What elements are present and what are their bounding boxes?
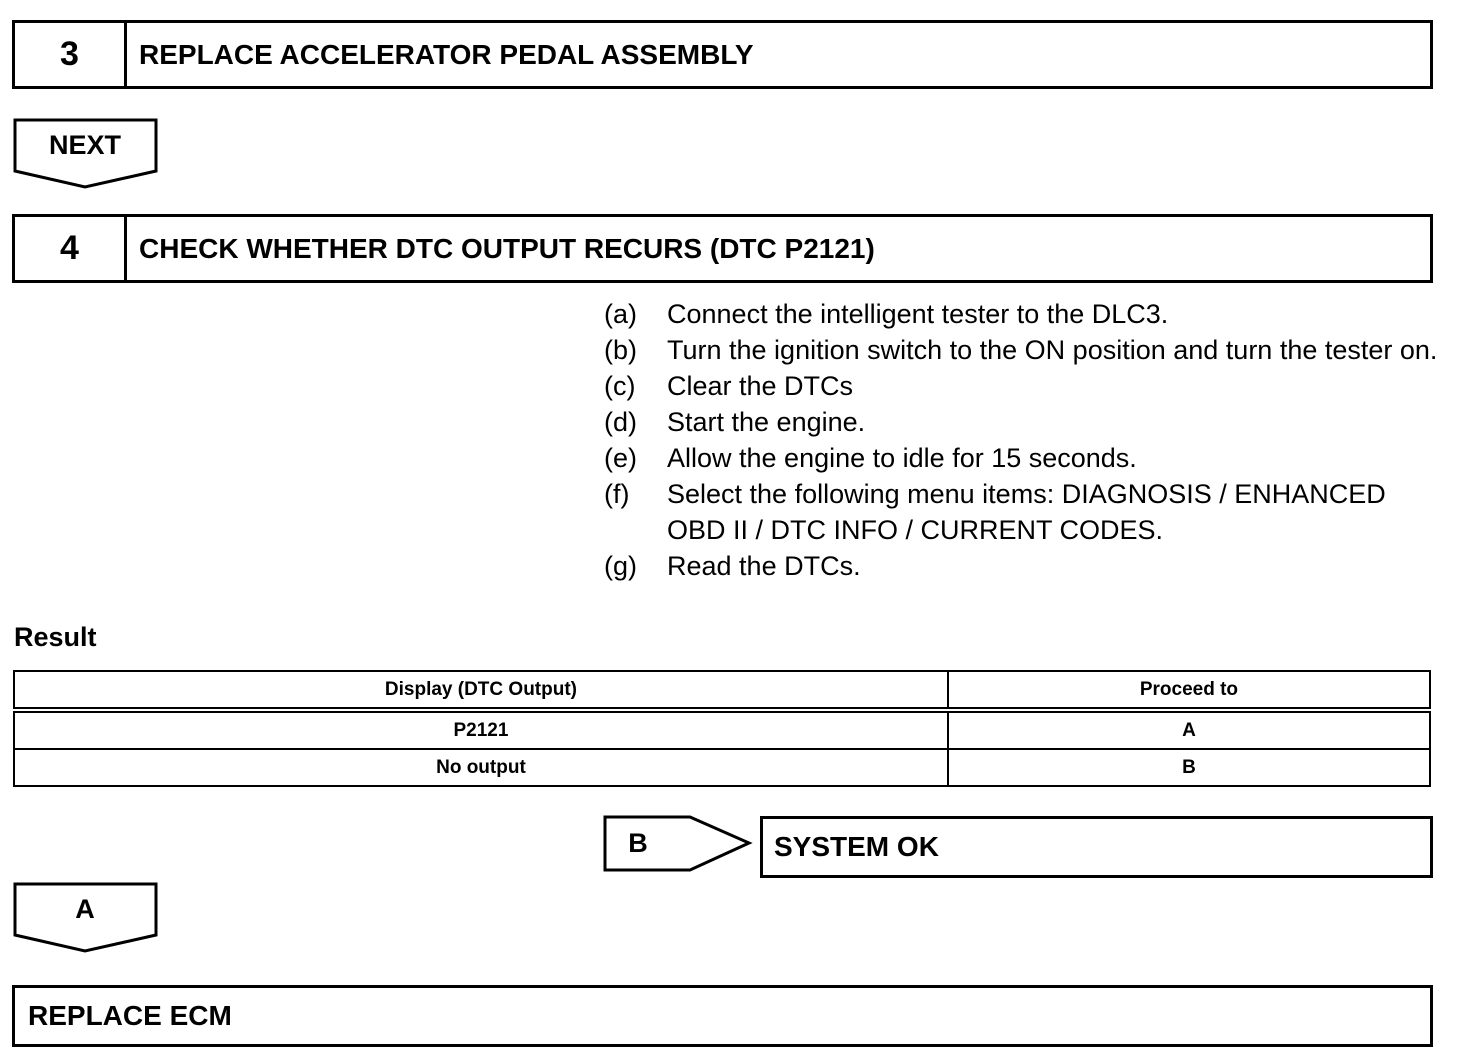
system-ok-box: SYSTEM OK: [760, 816, 1433, 878]
instruction-key: (d): [604, 407, 637, 437]
result-table: [13, 670, 1431, 787]
instruction-text: Turn the ignition switch to the ON position and turn the tester on.: [667, 335, 1438, 365]
instruction-item: [604, 548, 1444, 584]
table-row: [14, 710, 1430, 749]
table-cell: P2121: [14, 710, 948, 749]
step-3-header: [12, 20, 1433, 89]
instruction-key: (c): [604, 371, 636, 401]
branch-b-label: B: [628, 828, 648, 858]
instruction-text: Clear the DTCs: [667, 371, 854, 401]
instruction-item: [604, 476, 1444, 548]
table-cell: B: [948, 749, 1430, 786]
column-header-proceed: Proceed to: [948, 671, 1430, 710]
branch-b-arrow: [603, 815, 753, 873]
instruction-item: [604, 296, 1444, 332]
instruction-item: [604, 368, 1444, 404]
step-4-header: [12, 214, 1433, 283]
instruction-text: Select the following menu items: DIAGNOSIS / ENHANCED OBD II / DTC INFO / CURRENT CODES.: [667, 479, 1386, 545]
column-header-display: Display (DTC Output): [14, 671, 948, 710]
instruction-key: (f): [604, 479, 630, 509]
instruction-key: (g): [604, 551, 637, 581]
step-title: CHECK WHETHER DTC OUTPUT RECURS (DTC P2121): [139, 232, 875, 264]
step-number: 3: [15, 23, 127, 86]
step-title: REPLACE ACCELERATOR PEDAL ASSEMBLY: [139, 38, 754, 70]
instruction-text: Connect the intelligent tester to the DLC3.: [667, 299, 1169, 329]
instruction-key: (b): [604, 335, 637, 365]
instruction-item: [604, 440, 1444, 476]
branch-a-label: A: [75, 894, 95, 924]
table-header-row: [14, 671, 1430, 710]
instruction-text: Read the DTCs.: [667, 551, 861, 581]
instruction-text: Start the engine.: [667, 407, 866, 437]
table-row: [14, 749, 1430, 786]
table-cell: No output: [14, 749, 948, 786]
instruction-item: [604, 332, 1444, 368]
step-number: 4: [15, 217, 127, 280]
instruction-key: (a): [604, 299, 637, 329]
next-label: NEXT: [48, 130, 121, 160]
next-arrow: [13, 118, 159, 190]
instruction-key: (e): [604, 443, 637, 473]
instruction-list: [604, 296, 1444, 584]
replace-ecm-box: REPLACE ECM: [12, 985, 1433, 1047]
table-cell: A: [948, 710, 1430, 749]
result-label: Result: [14, 622, 97, 652]
instruction-text: Allow the engine to idle for 15 seconds.: [667, 443, 1137, 473]
instruction-item: [604, 404, 1444, 440]
branch-a-arrow: [13, 882, 159, 954]
